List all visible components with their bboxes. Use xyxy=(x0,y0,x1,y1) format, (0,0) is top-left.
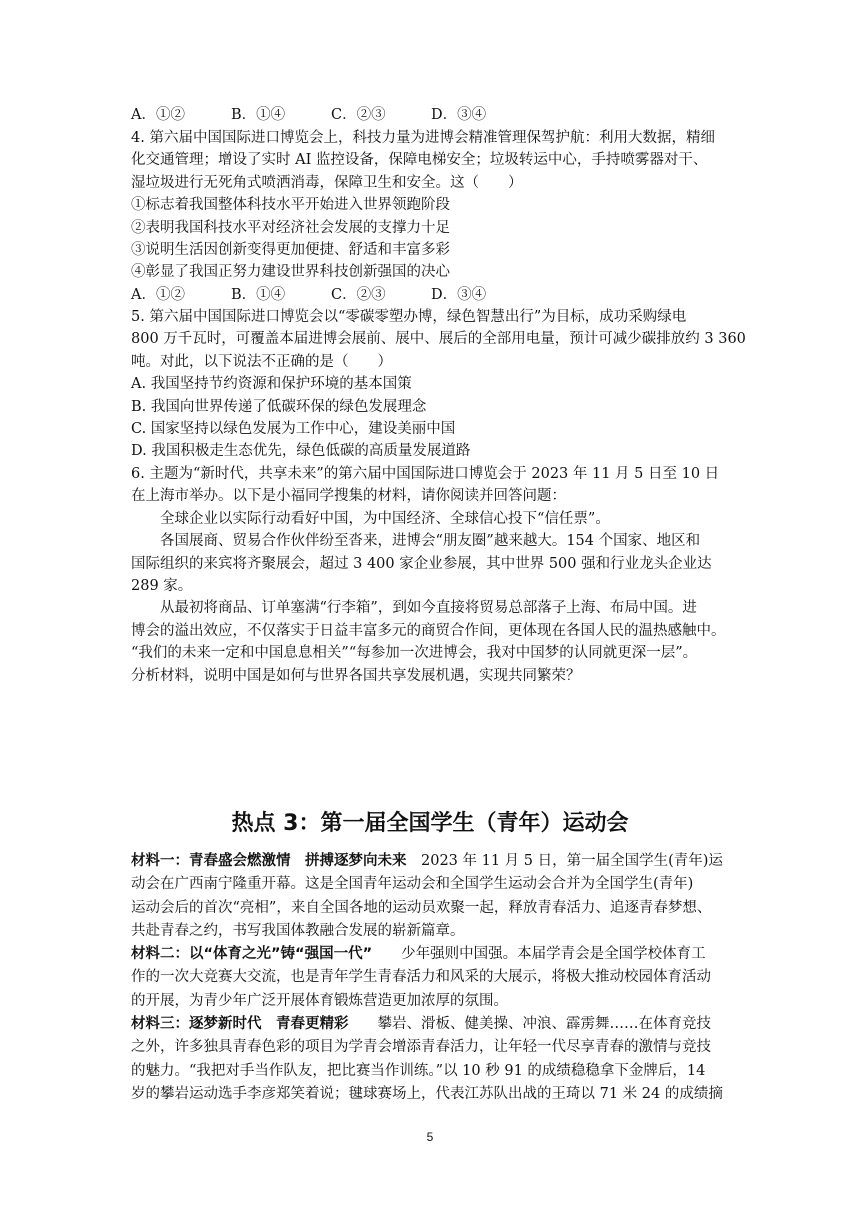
q4-item-2: ②表明我国科技水平对经济社会发展的支撑力十足 xyxy=(131,219,450,236)
material-2-text: 少年强则中国强。本届学青会是全国学校体育工 xyxy=(372,946,706,962)
q6-question: 分析材料，说明中国是如何与世界各国共享发展机遇，实现共同繁荣？ xyxy=(131,667,581,684)
q6-stem-line: 在上海市举办。以下是小福同学搜集的材料，请你阅读并回答问题： xyxy=(131,488,566,505)
question-4 xyxy=(131,127,743,306)
q4-item-1: ①标志着我国整体科技水平开始进入世界领跑阶段 xyxy=(131,197,450,214)
material-3-label: 材料三：逐梦新时代 青春更精彩 xyxy=(131,1016,349,1032)
q6-material-para-3: “我们的未来一定和中国息息相关”“每参加一次进博会，我对中国梦的认同就更深一层”。 xyxy=(131,645,698,662)
q3-option-b: B．①④ xyxy=(231,107,286,123)
q4-stem-line: 4. 第六届中国国际进口博览会上，科技力量为进博会精准管理保驾护航：利用大数据，精细 xyxy=(131,130,715,146)
q5-option-d: D. 我国积极走生态优先，绿色低碳的高质量发展道路 xyxy=(131,443,471,460)
q6-stem-line: 6. 主题为“新时代，共享未来”的第六届中国国际进口博览会于 2023 年 11 月 5 日至 10 日 xyxy=(131,466,720,482)
q6-material-para-3: 从最初将商品、订单塞满“行李箱”，到如今直接将贸易总部落子上海、布局中国。进 xyxy=(160,600,697,617)
material-3 xyxy=(131,1013,743,1106)
q3-option-d: D．③④ xyxy=(431,107,487,123)
q4-options xyxy=(131,284,743,306)
material-1-text: 共赴青春之约，书写我国体教融合发展的崭新篇章。 xyxy=(131,922,465,939)
material-1-label: 材料一：青春盛会燃激情 拼搏逐梦向未来 xyxy=(131,853,407,869)
material-3-text: 的魅力。“我把对手当作队友，把比赛当作训练。”以 10 秒 91 的成绩稳稳拿下金牌后，14 xyxy=(131,1062,706,1079)
q5-stem-line: 5. 第六届中国国际进口博览会以“零碳零塑办博，绿色智慧出行”为目标，成功采购绿电 xyxy=(131,309,687,325)
q4-option-c: C．②③ xyxy=(331,286,386,303)
q6-material-para-2: 国际组织的来宾将齐聚展会，超过 3 400 家企业参展，其中世界 500 强和行业龙头企业达 xyxy=(131,555,712,572)
q6-material-para-2: 各国展商、贸易合作伙伴纷至沓来，进博会“朋友圈”越来越大。154 个国家、地区和 xyxy=(160,533,701,550)
q6-material-para-1: 全球企业以实际行动看好中国，为中国经济、全球信心投下“信任票”。 xyxy=(160,510,610,527)
q4-stem-line: 湿垃圾进行无死角式喷洒消毒，保障卫生和安全。这（ ） xyxy=(131,174,523,191)
hotspot-title: 热点 3：第一届全国学生（青年）运动会 xyxy=(231,811,629,836)
material-3-text: 岁的攀岩运动选手李彦郑笑着说；毽球赛场上，代表江苏队出战的王琦以 71 米 24 的成绩摘 xyxy=(131,1085,723,1102)
material-2-text: 作的一次大竞赛大交流，也是青年学生青春活力和风采的大展示，将极大推动校园体育活动 xyxy=(131,969,711,986)
material-2 xyxy=(131,943,743,1013)
q3-options xyxy=(131,104,743,126)
q4-option-b: B．①④ xyxy=(231,286,286,303)
q5-option-b: B. 我国向世界传递了低碳环保的绿色发展理念 xyxy=(131,398,427,415)
q4-option-d: D．③④ xyxy=(431,286,487,303)
material-1 xyxy=(131,850,743,943)
q6-material-para-2: 289 家。 xyxy=(131,578,193,595)
material-1-text: 2023 年 11 月 5 日，第一届全国学生(青年)运 xyxy=(406,853,723,869)
q6-material-para-3: 博会的溢出效应，不仅落实于日益丰富多元的商贸合作间，更体现在各国人民的温热感触中。 xyxy=(131,622,726,639)
question-6 xyxy=(131,463,743,687)
material-1-text: 动会在广西南宁隆重开幕。这是全国青年运动会和全国学生运动会合并为全国学生(青年) xyxy=(131,876,694,893)
q5-stem-line: 800 万千瓦时，可覆盖本届进博会展前、展中、展后的全部用电量，预计可减少碳排放约 3 360 xyxy=(131,331,746,348)
material-2-label: 材料二：以“体育之光”铸“强国一代” xyxy=(131,946,373,962)
page-number: 5 xyxy=(426,1130,434,1144)
material-3-text: 之外，许多独具青春色彩的项目为学青会增添青春活力，让年轻一代尽享青春的激情与竞技 xyxy=(131,1039,711,1056)
q3-block xyxy=(131,104,743,126)
question-5 xyxy=(131,306,746,463)
material-2-text: 的开展，为青少年广泛开展体育锻炼营造更加浓厚的氛围。 xyxy=(131,992,508,1009)
q4-option-a: A．①② xyxy=(131,286,185,303)
q4-stem-line: 化交通管理；增设了实时 AI 监控设备，保障电梯安全；垃圾转运中心，手持喷雾器对干、 xyxy=(131,152,708,169)
q3-option-c: C．②③ xyxy=(331,107,386,123)
q4-item-3: ③说明生活因创新变得更加便捷、舒适和丰富多彩 xyxy=(131,242,450,259)
q4-item-4: ④彰显了我国正努力建设世界科技创新强国的决心 xyxy=(131,264,450,281)
material-1-text: 运动会后的首次“亮相”，来自全国各地的运动员欢聚一起，释放青春活力、追逐青春梦想、 xyxy=(131,899,712,916)
q5-option-c: C. 国家坚持以绿色发展为工作中心，建设美丽中国 xyxy=(131,421,456,438)
q5-stem-line: 吨。对此，以下说法不正确的是（ ） xyxy=(131,353,392,370)
q5-option-a: A. 我国坚持节约资源和保护环境的基本国策 xyxy=(131,376,412,393)
material-3-text: 攀岩、滑板、健美操、冲浪、霹雳舞……在体育竞技 xyxy=(348,1016,711,1032)
q3-option-a: A．①② xyxy=(131,107,185,123)
